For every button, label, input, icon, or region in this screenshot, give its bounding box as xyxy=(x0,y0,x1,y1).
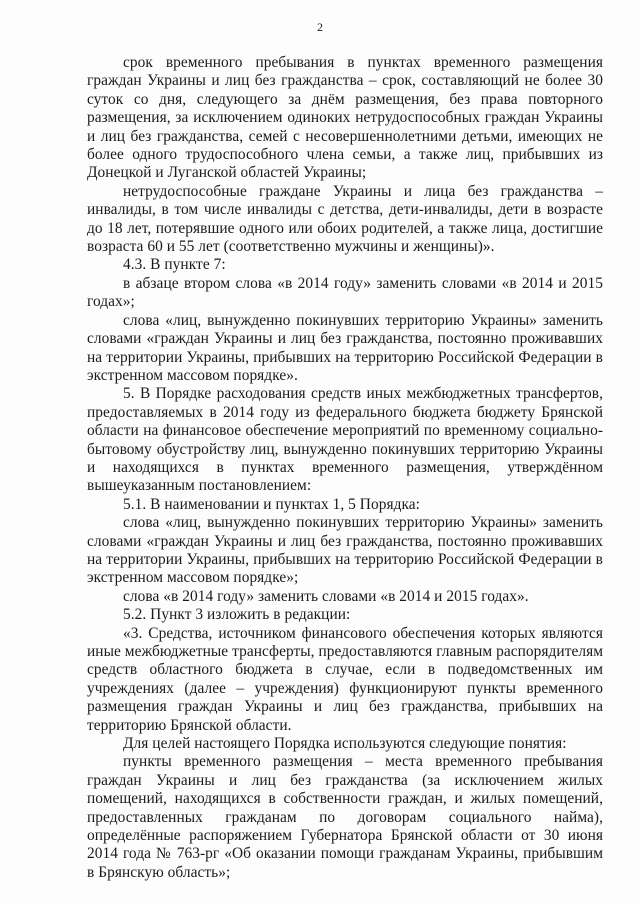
paragraph-definition-points: пункты временного размещения – места временного пребывания граждан Украины и лиц без гражданства (за исключением жилых помещений, находящихся в собственности граждан, и жилых помещений, предоставленных гражданам по договорам социального найма), определённые распоряжением Губернатора Брянской области от 30 июня 2014 года № 763-рг «Об оказании помощи гражданам Украины, прибывшим в Брянскую область»; xyxy=(87,753,603,881)
paragraph-disabled-citizens: нетрудоспособные граждане Украины и лица без гражданства – инвалиды, в том числе инвалиды с детства, дети-инвалиды, дети в возрасте до 18 лет, потерявшие одного или обоих родителей, а также лица, достигшие возраста 60 и 55 лет (соответственно мужчины и женщины)». xyxy=(87,182,603,256)
page-number: 2 xyxy=(317,20,323,34)
paragraph-words-replace-2: слова «лиц, вынужденно покинувших территорию Украины» заменить словами «граждан Украины и лиц без гражданства, постоянно проживавших на территории Украины, прибывших на территорию Российской Федерации в экстренном массовом порядке»; xyxy=(87,514,603,587)
paragraph-second-subparagraph: в абзаце втором слова «в 2014 году» заменить словами «в 2014 и 2015 годах»; xyxy=(87,274,603,311)
paragraph-clause-3: «3. Средства, источником финансового обеспечения которых являются иные межбюджетные трансферты, предоставляются главным распорядителям средств областного бюджета в случае, если в подведомственных им учреждениях (далее – учреждения) функционируют пункты временного размещения граждан Украины и лиц без гражданства, прибывших на территорию Брянской области. xyxy=(87,624,603,734)
paragraph-item-5-2: 5.2. Пункт 3 изложить в редакции: xyxy=(123,606,351,624)
paragraph-item-5: 5. В Порядке расходования средств иных межбюджетных трансфертов, предоставляемых в 2014 году из федерального бюджета бюджету Брянской области на финансовое обеспечение мероприятий по временному социально-бытовому обустройству лиц, вынужденно покинувших территорию Украины и находящихся в пунктах временного размещения, утверждённом вышеуказанным постановлением: xyxy=(87,385,603,495)
paragraph-item-4-3: 4.3. В пункте 7: xyxy=(123,256,226,274)
document-body xyxy=(87,54,603,882)
paragraph-stay-period: срок временного пребывания в пунктах временного размещения граждан Украины и лиц без гражданства – срок, составляющий не более 30 суток со дня, следующего за днём размещения, без права повторного размещения, за исключением одиноких нетрудоспособных граждан Украины и лиц без гражданства, семей с несовершеннолетними детьми, имеющих не более одного трудоспособного члена семьи, а также лиц, прибывших из Донецкой и Луганской областей Украины; xyxy=(87,54,603,182)
paragraph-words-replace-1: слова «лиц, вынужденно покинувших территорию Украины» заменить словами «граждан Украины и лиц без гражданства, постоянно проживавших на территории Украины, прибывших на территорию Российской Федерации в экстренном массовом порядке». xyxy=(87,311,603,384)
paragraph-definitions-intro: Для целей настоящего Порядка используются следующие понятия: xyxy=(123,735,567,753)
paragraph-item-5-1: 5.1. В наименовании и пунктах 1, 5 Порядка: xyxy=(123,495,420,513)
paragraph-words-replace-3: слова «в 2014 году» заменить словами «в 2014 и 2015 годах». xyxy=(123,587,529,605)
